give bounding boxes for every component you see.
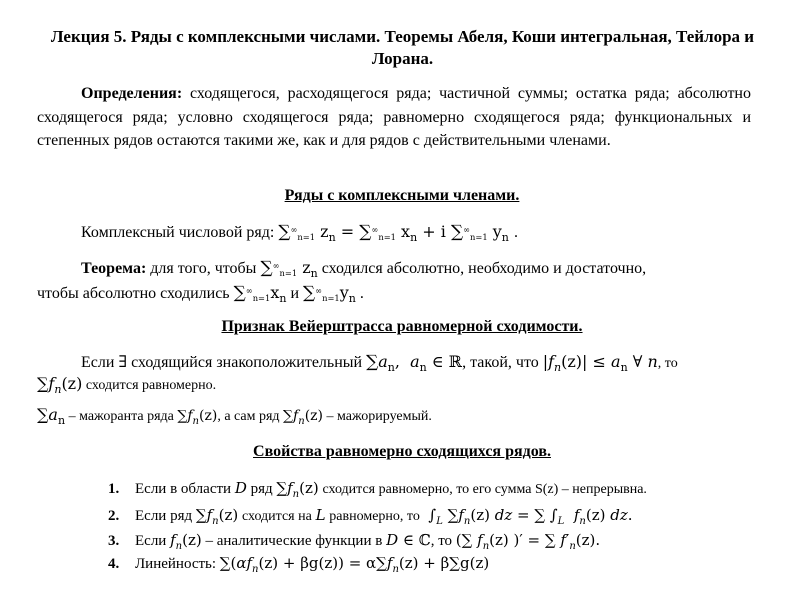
- section-heading-complex-series: Ряды с комплексными членами.: [284, 187, 520, 204]
- weierstrass-text-3: , то: [657, 356, 678, 371]
- weierstrass-line-1: [81, 352, 805, 374]
- weierstrass-formula-bound: $|f_n(z)| \le a_n$ ∀ n: [542, 352, 658, 375]
- property-formula-derivative: (∑ $f_n(z)$ )′ = ∑ $f'_n(z)$.: [455, 531, 601, 552]
- theorem-text-1: для того, чтобы: [150, 260, 257, 277]
- majorant-formula-fn-1: $\sum f_n(z)$: [177, 408, 218, 427]
- property-formula-integral: $\int_L$ $\sum f_n(z)$ dz = ∑ $\int_L$ $f_n(z)$ dz.: [423, 506, 633, 527]
- property-text: равномерно, то: [329, 509, 420, 524]
- definitions-label: Определения:: [81, 85, 183, 102]
- theorem-line-2: чтобы абсолютно сходились $\sum^\infty_{n=1}x_n$ и $\sum^\infty_{n=1}y_n$ .: [37, 283, 364, 306]
- weierstrass-line-2: [37, 374, 767, 396]
- property-item-3: 3. Если $f_n(z)$ – аналитические функции в D ∈ ℂ, то (∑ $f_n(z)$ )′ = ∑ $f'_n(z)$.: [108, 531, 601, 552]
- property-text: Если в области: [135, 481, 232, 497]
- property-number: 2.: [108, 508, 120, 524]
- section-heading-properties: Свойства равномерно сходящихся рядов.: [253, 443, 551, 460]
- property-text: Если: [135, 533, 167, 549]
- majorant-line: [37, 405, 767, 427]
- complex-series-label: Комплексный числовой ряд:: [81, 224, 275, 241]
- property-number: 3.: [108, 533, 120, 549]
- weierstrass-text-1: Если ∃ сходящийся знакоположительный: [81, 354, 363, 371]
- property-text: Если ряд: [135, 508, 193, 524]
- weierstrass-formula-an: $\sum a_n$, $a_n$ ∈ ℝ: [366, 352, 463, 375]
- property-text: ряд: [250, 481, 273, 497]
- theorem-formula-z: $\sum^\infty_{n=1}$ $z_n$: [260, 258, 318, 281]
- theorem-formula-x: $\sum^\infty_{n=1}x_n$: [233, 283, 287, 306]
- property-text: Линейность:: [135, 556, 217, 572]
- property-text: , то: [430, 533, 453, 549]
- definitions-text: сходящегося, расходящегося ряда; частичной суммы; остатка ряда; абсолютно сходящегося ряда; условно сходящегося ряда; равномерно сходящегося ряда; функциональных и степенных рядов остаются такими же, как и для рядов с действительными членами.: [37, 85, 751, 149]
- property-item-4: [108, 553, 768, 574]
- theorem-formula-y: $\sum^\infty_{n=1}y_n$: [303, 283, 356, 306]
- theorem-label: Теорема:: [81, 260, 147, 277]
- property-item-2: 2. Если ряд $\sum f_n(z)$ сходится на L равномерно, то $\int_L$ $\sum f_n(z)$ dz = ∑ $\int_L$ $f_n(z)$ dz.: [108, 506, 633, 527]
- majorant-text-1: – мажоранта ряда: [68, 409, 174, 424]
- definitions-paragraph: [37, 82, 751, 153]
- majorant-formula-fn-2: $\sum f_n(z)$: [283, 408, 323, 427]
- majorant-text-3: – мажорируемый.: [326, 409, 432, 424]
- theorem-line-1: [81, 258, 751, 281]
- property-number: 4.: [108, 556, 120, 572]
- majorant-formula-an: $\sum a_n$: [37, 405, 66, 428]
- property-text: сходится равномерно, то его сумма S(z) – непрерывна.: [322, 482, 647, 497]
- lecture-title: Лекция 5. Ряды с комплексными числами. Теоремы Абеля, Коши интегральная, Тейлора и Лорана.: [50, 27, 755, 68]
- theorem-text-2: сходился абсолютно, необходимо и достаточно,: [321, 260, 647, 277]
- majorant-text-2: , а сам ряд: [217, 409, 280, 424]
- weierstrass-text-4: сходится равномерно.: [85, 378, 217, 393]
- complex-series-formula: $\sum^\infty_{n=1}$ $z_n = \sum^\infty_{n=1}$ $x_n + i$ $\sum^\infty_{n=1}$ $y_n$: [278, 222, 509, 245]
- property-formula-linearity: $\sum(\alpha f_n(z) + \beta g(z)) = \alpha\sum f_n(z) + \beta\sum g(z)$: [219, 554, 490, 575]
- section-heading-weierstrass: Признак Вейерштрасса равномерной сходимости.: [221, 318, 583, 335]
- theorem-and: и: [290, 285, 300, 302]
- property-text: сходится на: [241, 509, 312, 524]
- theorem-text-3: чтобы абсолютно сходились: [37, 285, 230, 302]
- property-item-1: 1. Если в области D ряд $\sum f_n(z)$ сходится равномерно, то его сумма S(z) – непрерывна.: [108, 479, 647, 500]
- property-text: – аналитические функции в: [205, 533, 383, 549]
- weierstrass-text-2: , такой, что: [462, 354, 539, 371]
- complex-series-line: Комплексный числовой ряд: $\sum^\infty_{n=1}$ $z_n = \sum^\infty_{n=1}$ $x_n + i$ $\sum^\infty_{n=1}$ $y_n$ .: [81, 222, 518, 245]
- weierstrass-formula-fn: $\sum f_n(z)$: [37, 374, 83, 397]
- property-number: 1.: [108, 481, 120, 497]
